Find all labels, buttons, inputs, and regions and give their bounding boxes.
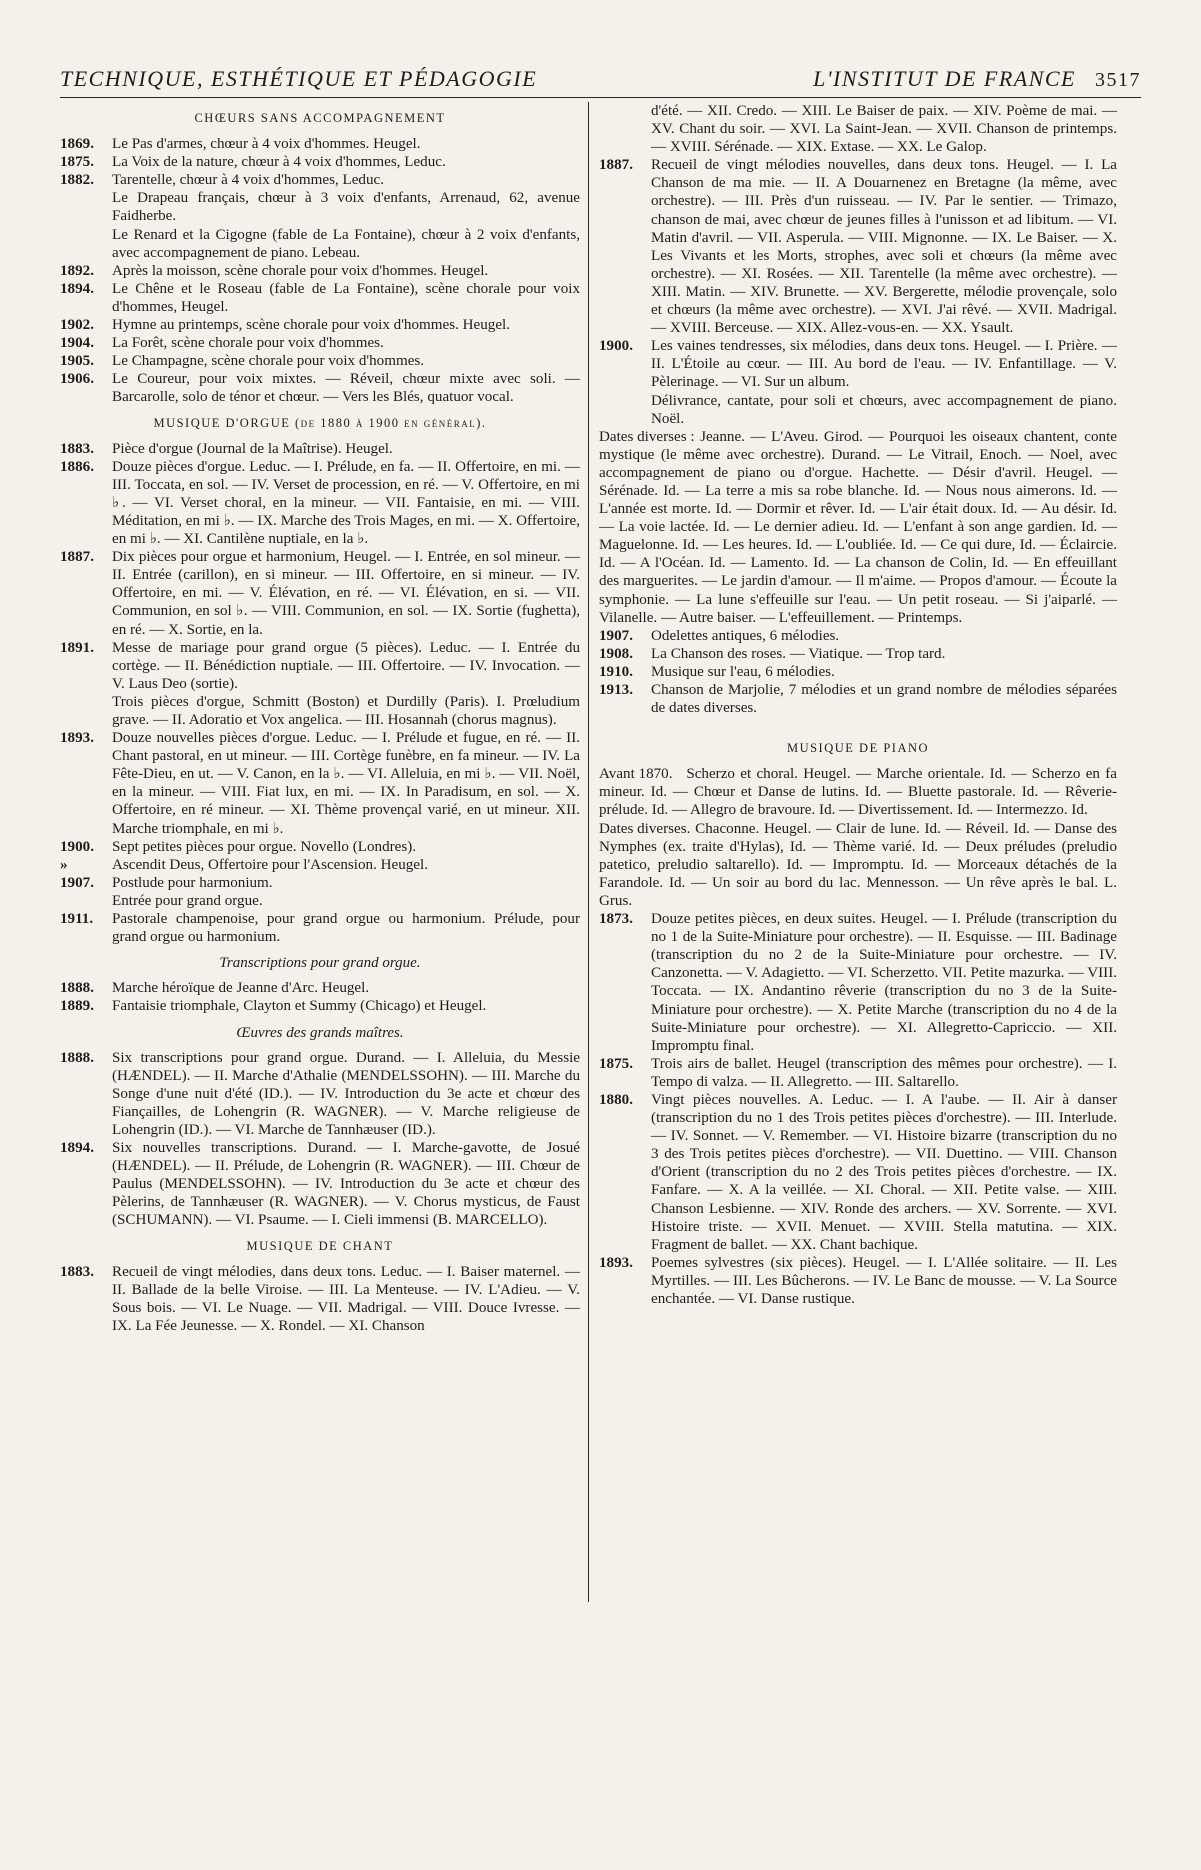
right-column <box>589 102 1117 1602</box>
entry-year: 1893. <box>60 730 94 747</box>
entry-year: 1894. <box>60 1140 94 1157</box>
entry-text: Odelettes antiques, 6 mélodies. <box>651 627 840 644</box>
catalog-entry <box>599 681 1117 717</box>
entry-text: La Chanson des roses. — Viatique. — Trop tard. <box>651 645 946 662</box>
catalog-entry <box>599 156 1117 337</box>
entry-text: La Forêt, scène chorale pour voix d'hommes. <box>112 335 384 352</box>
entry-year: 1913. <box>599 682 633 698</box>
catalog-entry <box>60 997 580 1015</box>
catalog-entry <box>60 280 580 316</box>
entry-text: Fantaisie triomphale, Clayton et Summy (Chicago) et Heugel. <box>112 998 487 1015</box>
list-chant-left <box>60 1263 580 1335</box>
catalog-entry <box>60 910 580 946</box>
entry-text: Ascendit Deus, Offertoire pour l'Ascension. Heugel. <box>112 856 428 873</box>
entry-text: Messe de mariage pour grand orgue (5 pièces). Leduc. — I. Entrée du cortège. — II. Bénédiction nuptiale. — III. Offertoire. — IV. Invocation. — V. Laus Deo (sortie). <box>112 639 580 692</box>
header-right-title: L'INSTITUT DE FRANCE <box>813 66 1076 91</box>
entry-year: 1892. <box>60 262 94 279</box>
catalog-entry <box>599 428 1117 627</box>
entry-text: Recueil de vingt mélodies nouvelles, dans deux tons. Heugel. — I. La Chanson de ma mie. — II. A Douarnenez en Bretagne (la même, avec orchestre). — III. Près d'un ruisseau. — IV. Par le sentier. — Trimazo, chanson de mai, avec chœur de jeunes filles à l'unisson et ad libitum. — VI. Matin d'avril. — VII. Asperula. — VIII. Mignonne. — IX. Le Baiser. — X. Les Vivants et les Morts, strophes, avec soli et chœurs (la même avec orchestre). — XI. Rosées. — XII. Tarentelle (la même avec orchestre). — XIII. Matin. — XIV. Brunette. — XV. Bergerette, mélodie provençale, solo et chœurs (la même avec orchestre). — XVI. J'ai rêvé. — XVII. Madrigal. — XVIII. Berceuse. — XIX. Allez-vous-en. — XX. Ysault. <box>651 157 1117 337</box>
two-column-body <box>60 102 1141 1602</box>
entry-year: Dates diverses. <box>599 820 691 837</box>
entry-text: Trois pièces d'orgue, Schmitt (Boston) et Durdilly (Paris). I. Prœludium grave. — II. Adoratio et Vox angelica. — III. Hosannah (chorus magnus). <box>112 693 580 728</box>
catalog-entry <box>599 1091 1117 1254</box>
entry-text: Trois airs de ballet. Heugel (transcription des mêmes pour orchestre). — I. Tempo di valza. — II. Allegretto. — III. Saltarello. <box>651 1055 1117 1090</box>
left-column <box>60 102 588 1602</box>
chant-continuation: d'été. — XII. Credo. — XIII. Le Baiser de paix. — XIV. Poème de mai. — XV. Chant du soir. — XVI. La Saint-Jean. — XVII. Chanson de printemps. — XVIII. Sérénade. — XIX. Extase. — XX. Le Galop. <box>651 103 1117 156</box>
entry-year: » <box>60 856 68 873</box>
entry-text: Le Renard et la Cigogne (fable de La Fontaine), chœur à 2 voix d'enfants, avec accompagnement de piano. Lebeau. <box>112 226 580 261</box>
catalog-entry <box>599 910 1117 1055</box>
entry-year: 1902. <box>60 317 94 334</box>
entry-text: Douze pièces d'orgue. Leduc. — I. Prélude, en fa. — II. Offertoire, en mi. — III. Toccata, en sol. — IV. Verset de procession, en ré. — V. Offertoire, en mi ♭. — VI. Verset choral, en la mineur. — VII. Fantaisie, en mi. — VIII. Méditation, en mi ♭. — IX. Marche des Trois Mages, en mi. — X. Offertoire, en mi ♭. — XI. Cantilène nuptiale, en la ♭. <box>112 458 580 548</box>
entry-text: La Voix de la nature, chœur à 4 voix d'hommes, Leduc. <box>112 154 446 171</box>
entry-year: Dates diverses : <box>599 428 695 445</box>
catalog-entry <box>60 334 580 352</box>
entry-year: 1894. <box>60 280 94 297</box>
entry-text: Pastorale champenoise, pour grand orgue ou harmonium. Prélude, pour grand orgue ou harmonium. <box>112 911 580 946</box>
entry-text: Chaconne. Heugel. — Clair de lune. Id. — Réveil. Id. — Danse des Nymphes (ex. traite d'Hylas), Id. — Thème varié. Id. — Deux préludes (preludio patetico, preludio saltarello). Id. — Impromptu. Id. — Morceaux détachés de la Farandole. Id. — Un soir au bord du lac. Mennesson. — Un rêve après le bal. L. Grus. <box>599 820 1117 909</box>
entry-text: Six transcriptions pour grand orgue. Durand. — I. Alleluia, du Messie (HÆNDEL). — II. Marche d'Athalie (MENDELSSOHN). — III. Marche du Songe d'une nuit d'été (ID.). — IV. Introduction du 3e acte et chœur des Fiançailles, de Lohengrin (R. WAGNER). — V. Marche religieuse de Lohengrin (ID.). — VI. Marche de Tannhæuser (ID.). <box>112 1049 580 1138</box>
entry-year: 1900. <box>60 838 94 855</box>
entry-text: Postlude pour harmonium. <box>112 874 273 891</box>
header-left-title: TECHNIQUE, ESTHÉTIQUE ET PÉDAGOGIE <box>60 66 538 91</box>
catalog-entry <box>599 1254 1117 1308</box>
entry-year: 1891. <box>60 639 94 656</box>
entry-year: 1883. <box>60 1263 94 1280</box>
catalog-entry <box>60 189 580 225</box>
entry-text: Pièce d'orgue (Journal de la Maîtrise). Heugel. <box>112 440 393 457</box>
entry-text: Jeanne. — L'Aveu. Girod. — Pourquoi les oiseaux chantent, conte mystique (le même avec orchestre). Durand. — Le Vitrail, Enoch. — Noel, avec accompagnement de piano ou d'orgue. Hachette. — Désir d'avril. Heugel. — Sérénade. Id. — La terre a mis sa robe blanche. Id. — Nous nous aimerons. Id. — L'année est morte. Id. — Dormir et rêver. Id. — L'air était doux. Id. — Au désir. Id. — La voie lactée. Id. — Le dernier adieu. Id. — L'enfant à son ange gardien. Id. — Maguelonne. Id. — Les heures. Id. — L'oubliée. Id. — Ce qui dure, Id. — Éclaircie. Id. — A l'Océan. Id. — Lamento. Id. — La chanson de Colin, Id. — En effeuillant des marguerites. — Le jardin d'amour. — Il m'aime. — Propos d'amour. — Écoute la symphonie. — La lune s'effeuille sur l'eau. — Un petit roseau. — Si j'aiparlé. — Vilanelle. — Autre baiser. — L'effeuillement. — Printemps. <box>599 428 1117 626</box>
catalog-entry <box>60 838 580 856</box>
entry-year: 1888. <box>60 980 94 997</box>
entry-text: Douze nouvelles pièces d'orgue. Leduc. — I. Prélude et fugue, en ré. — II. Chant pastoral, en ut mineur. — III. Cortège funèbre, en fa mineur. — IV. La Fête-Dieu, en ut. — V. Canon, en la ♭. — VI. Alleluia, en mi ♭. — VII. Noël, en la mineur. — VIII. Fiat lux, en mi. — IX. In Paradisum, en sol. — X. Offertoire, en ré mineur. — XI. Thème provençal varié, en ut mineur. XII. Marche triomphale, en mi ♭. <box>112 730 580 837</box>
catalog-entry <box>599 337 1117 391</box>
catalog-entry <box>60 440 580 458</box>
entry-text: Le Drapeau français, chœur à 3 voix d'enfants, Arrenaud, 62, avenue Faidherbe. <box>112 190 580 225</box>
entry-text: Marche héroïque de Jeanne d'Arc. Heugel. <box>112 980 370 997</box>
entry-text: Recueil de vingt mélodies, dans deux tons. Leduc. — I. Baiser maternel. — II. Ballade de la belle Viroise. — III. La Menteuse. — IV. L'Adieu. — V. Sous bois. — VI. Le Nuage. — VII. Madrigal. — VIII. Douce Ivresse. — IX. La Fée Jeunesse. — X. Rondel. — XI. Chanson <box>112 1263 580 1334</box>
catalog-entry <box>599 820 1117 910</box>
catalog-entry <box>60 352 580 370</box>
entry-year: 1887. <box>599 157 633 174</box>
entry-year: 1893. <box>599 1254 633 1271</box>
entry-year: 1875. <box>60 154 94 171</box>
entry-year: 1886. <box>60 458 94 475</box>
entry-year: 1910. <box>599 663 633 680</box>
entry-year: 1883. <box>60 440 94 457</box>
catalog-entry <box>60 892 580 910</box>
entry-year: 1882. <box>60 172 94 189</box>
entry-year: 1907. <box>60 874 94 891</box>
catalog-entry <box>60 874 580 892</box>
entry-text: Dix pièces pour orgue et harmonium, Heugel. — I. Entrée, en sol mineur. — II. Entrée (carillon), en si mineur. — III. Offertoire, en si mineur. — IV. Offertoire, en mi. — V. Élévation, en ré. — VI. Élévation, en si. — VII. Communion, en sol ♭. — VIII. Communion, en sol. — IX. Sortie (fughetta), en ré. — X. Sortie, en la. <box>112 549 580 638</box>
entry-text: Sept petites pièces pour orgue. Novello (Londres). <box>112 838 417 855</box>
entry-year: 1875. <box>599 1055 633 1072</box>
entry-text: Le Champagne, scène chorale pour voix d'hommes. <box>112 353 425 370</box>
section-heading-orgue: MUSIQUE D'ORGUE (de 1880 à 1900 en général). <box>153 415 487 430</box>
entry-text: Le Pas d'armes, chœur à 4 voix d'hommes. Heugel. <box>112 136 421 153</box>
entry-text: Musique sur l'eau, 6 mélodies. <box>651 663 835 680</box>
catalog-entry <box>60 262 580 280</box>
entry-year: 1900. <box>599 338 633 355</box>
entry-year: 1904. <box>60 335 94 352</box>
page-number: 3517 <box>1095 69 1141 91</box>
catalog-entry <box>60 548 580 638</box>
catalog-entry <box>60 693 580 729</box>
entry-text: Délivrance, cantate, pour soli et chœurs, avec accompagnement de piano. Noël. <box>651 392 1117 427</box>
entry-year: 1873. <box>599 911 633 928</box>
entry-text: Le Coureur, pour voix mixtes. — Réveil, chœur mixte avec soli. — Barcarolle, solo de ténor et chœur. — Vers les Blés, quatuor vocal. <box>112 371 580 406</box>
catalog-entry <box>60 171 580 189</box>
catalog-entry <box>60 856 580 874</box>
entry-text: Vingt pièces nouvelles. A. Leduc. — I. A l'aube. — II. Air à danser (transcription du no 1 des Trois petites pièces d'orchestre). — III. Interlude. — IV. Sonnet. — V. Remember. — VI. Histoire bizarre (transcription du no 3 des Trois petites pièces d'orchestre). — VII. Duettino. — VIII. Chanson d'Orient (transcription du no 2 des Trois petites pièces d'orchestre. — IX. Fanfare. — X. A la veillée. — XI. Choral. — XII. Petite valse. — XIII. Chanson Lesbienne. — XIV. Ronde des archers. — XV. Sorrente. — XVI. Histoire triste. — XVII. Menuet. — XVIII. Stella matutina. — XIX. Fragment de ballet. — XX. Chant bachique. <box>651 1091 1117 1253</box>
section-heading-choeurs: CHŒURS SANS ACCOMPAGNEMENT <box>194 111 446 125</box>
list-transcriptions <box>60 979 580 1015</box>
section-heading-piano: MUSIQUE DE PIANO <box>786 741 930 756</box>
catalog-entry <box>60 1049 580 1139</box>
section-heading-oeuvres: Œuvres des grands maîtres. <box>236 1024 404 1041</box>
catalog-entry <box>60 458 580 548</box>
entry-year: 1888. <box>60 1049 94 1066</box>
entry-text: Six nouvelles transcriptions. Durand. — I. Marche-gavotte, de Josué (HÆNDEL). — II. Prélude, de Lohengrin (R. WAGNER). — III. Chœur de Paulus (MENDELSSOHN). — IV. Introduction du 3e acte et chœur des Pèlerins, de Tannhæuser (R. WAGNER). — V. Chorus mysticus, de Faust (SCHUMANN). — VI. Psaume. — I. Cieli immensi (B. MARCELLO). <box>112 1140 580 1229</box>
list-piano <box>599 765 1117 1308</box>
header-right-group <box>813 66 1141 93</box>
entry-text: Douze petites pièces, en deux suites. Heugel. — I. Prélude (transcription du no 1 de la Suite-Miniature pour orchestre). — II. Esquisse. — III. Badinage (transcription du no 2 de la Suite-Miniature pour orchestre. — IV. Canzonetta. — V. Adagietto. — VI. Scherzetto. VII. Petite mazurka. — VIII. Toccata. — IX. Andantino rêverie (transcription du no 3 de la Suite-Miniature pour orchestre). — X. Petite Marche (transcription du no 4 de la Suite-Miniature pour orchestre). — XI. Allegretto-Capriccio. — XII. Impromptu final. <box>651 911 1117 1054</box>
running-header <box>60 66 1141 93</box>
catalog-entry <box>60 729 580 838</box>
entry-text: Entrée pour grand orgue. <box>112 892 263 909</box>
catalog-entry <box>60 370 580 406</box>
entry-year: 1880. <box>599 1091 633 1108</box>
entry-year: 1905. <box>60 353 94 370</box>
catalog-entry <box>60 1139 580 1229</box>
catalog-entry <box>60 316 580 334</box>
entry-text: Les vaines tendresses, six mélodies, dans deux tons. Heugel. — I. Prière. — II. L'Étoile au cœur. — III. Au bord de l'eau. — IV. Enfantillage. — V. Pèlerinage. — VI. Sur un album. <box>651 338 1117 391</box>
entry-text: Chanson de Marjolie, 7 mélodies et un grand nombre de mélodies séparées de dates diverses. <box>651 682 1117 717</box>
entry-year: 1911. <box>60 911 94 928</box>
entry-year: 1908. <box>599 645 633 662</box>
catalog-entry <box>60 1263 580 1335</box>
entry-text: Tarentelle, chœur à 4 voix d'hommes, Leduc. <box>112 172 385 189</box>
catalog-entry <box>599 1055 1117 1091</box>
entry-text: Scherzo et choral. Heugel. — Marche orientale. Id. — Scherzo en fa mineur. Id. — Chœur et Danse de lutins. Id. — Bluette pastorale. Id. — Rêverie-prélude. Id. — Allegro de bravoure. Id. — Divertissement. Id. — Intermezzo. Id. <box>599 766 1117 819</box>
catalog-entry <box>60 135 580 153</box>
catalog-entry <box>599 663 1117 681</box>
catalog-entry <box>599 765 1117 819</box>
catalog-entry <box>60 153 580 171</box>
section-heading-chant: MUSIQUE DE CHANT <box>246 1238 394 1253</box>
header-rule <box>60 97 1141 98</box>
entry-text: Le Chêne et le Roseau (fable de La Fontaine), scène chorale pour voix d'hommes, Heugel. <box>112 280 580 315</box>
catalog-entry <box>60 979 580 997</box>
list-oeuvres <box>60 1049 580 1230</box>
entry-text: Poemes sylvestres (six pièces). Heugel. — I. L'Allée solitaire. — II. Les Myrtilles. — III. Les Bûcherons. — IV. Le Banc de mousse. — V. La Source enchantée. — VI. Danse rustique. <box>651 1254 1117 1307</box>
list-orgue <box>60 440 580 947</box>
section-heading-transcriptions: Transcriptions pour grand orgue. <box>219 955 421 972</box>
entry-year: 1889. <box>60 998 94 1015</box>
list-choeurs <box>60 135 580 406</box>
entry-year: 1869. <box>60 136 94 153</box>
catalog-entry <box>599 392 1117 428</box>
catalog-entry <box>60 226 580 262</box>
entry-year: 1887. <box>60 549 94 566</box>
entry-text: Après la moisson, scène chorale pour voix d'hommes. Heugel. <box>112 262 489 279</box>
entry-year: Avant 1870. <box>599 766 673 783</box>
entry-year: 1907. <box>599 627 633 644</box>
catalog-entry <box>599 627 1117 645</box>
list-chant-right <box>599 156 1117 717</box>
catalog-entry <box>599 645 1117 663</box>
catalog-entry <box>60 639 580 693</box>
entry-text: Hymne au printemps, scène chorale pour voix d'hommes. Heugel. <box>112 317 510 334</box>
entry-year: 1906. <box>60 371 94 388</box>
